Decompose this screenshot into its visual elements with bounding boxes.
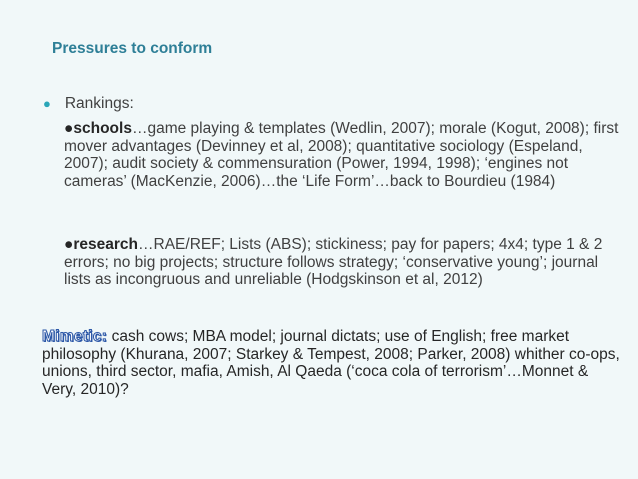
sub-bullet-icon: ● bbox=[64, 236, 74, 253]
research-heading: research bbox=[73, 236, 139, 253]
rankings-label: Rankings: bbox=[64, 95, 134, 112]
sub-bullet-icon: ● bbox=[64, 120, 74, 137]
bullet-dot-icon: ● bbox=[43, 96, 51, 111]
slide-title: Pressures to conform bbox=[52, 40, 213, 57]
schools-text: …game playing & templates (Wedlin, 2007); morale (Kogut, 2008); first mover advantages (Devinney et al, 2008); quantitative sociology (Espeland, 2007); audit society & commensuration (Power, 1994, 1998); ‘engines not cameras’ (MacKenzie, 2006)…the ‘Life Form’…back to Bourdieu (1984) bbox=[64, 120, 619, 190]
research-paragraph bbox=[64, 236, 624, 289]
schools-paragraph bbox=[64, 120, 624, 190]
research-text: …RAE/REF; Lists (ABS); stickiness; pay for papers; 4x4; type 1 & 2 errors; no big projects; structure follows strategy; ‘conservative young’; journal lists as incongruous and unreliable (Hodgskinson et al, 2012) bbox=[64, 236, 603, 288]
mimetic-label: Mimetic: bbox=[42, 328, 108, 345]
mimetic-paragraph bbox=[42, 328, 622, 398]
mimetic-text: cash cows; MBA model; journal dictats; use of English; free market philosophy (Khurana, 2007; Starkey & Tempest, 2008; Parker, 2008) whither co-ops, unions, third sector, mafia, Amish, Al Qaeda (‘coca cola of terrorism’…Monnet & Very, 2010)? bbox=[42, 328, 620, 398]
schools-heading: schools bbox=[73, 120, 132, 137]
bullet-rankings bbox=[43, 95, 134, 113]
